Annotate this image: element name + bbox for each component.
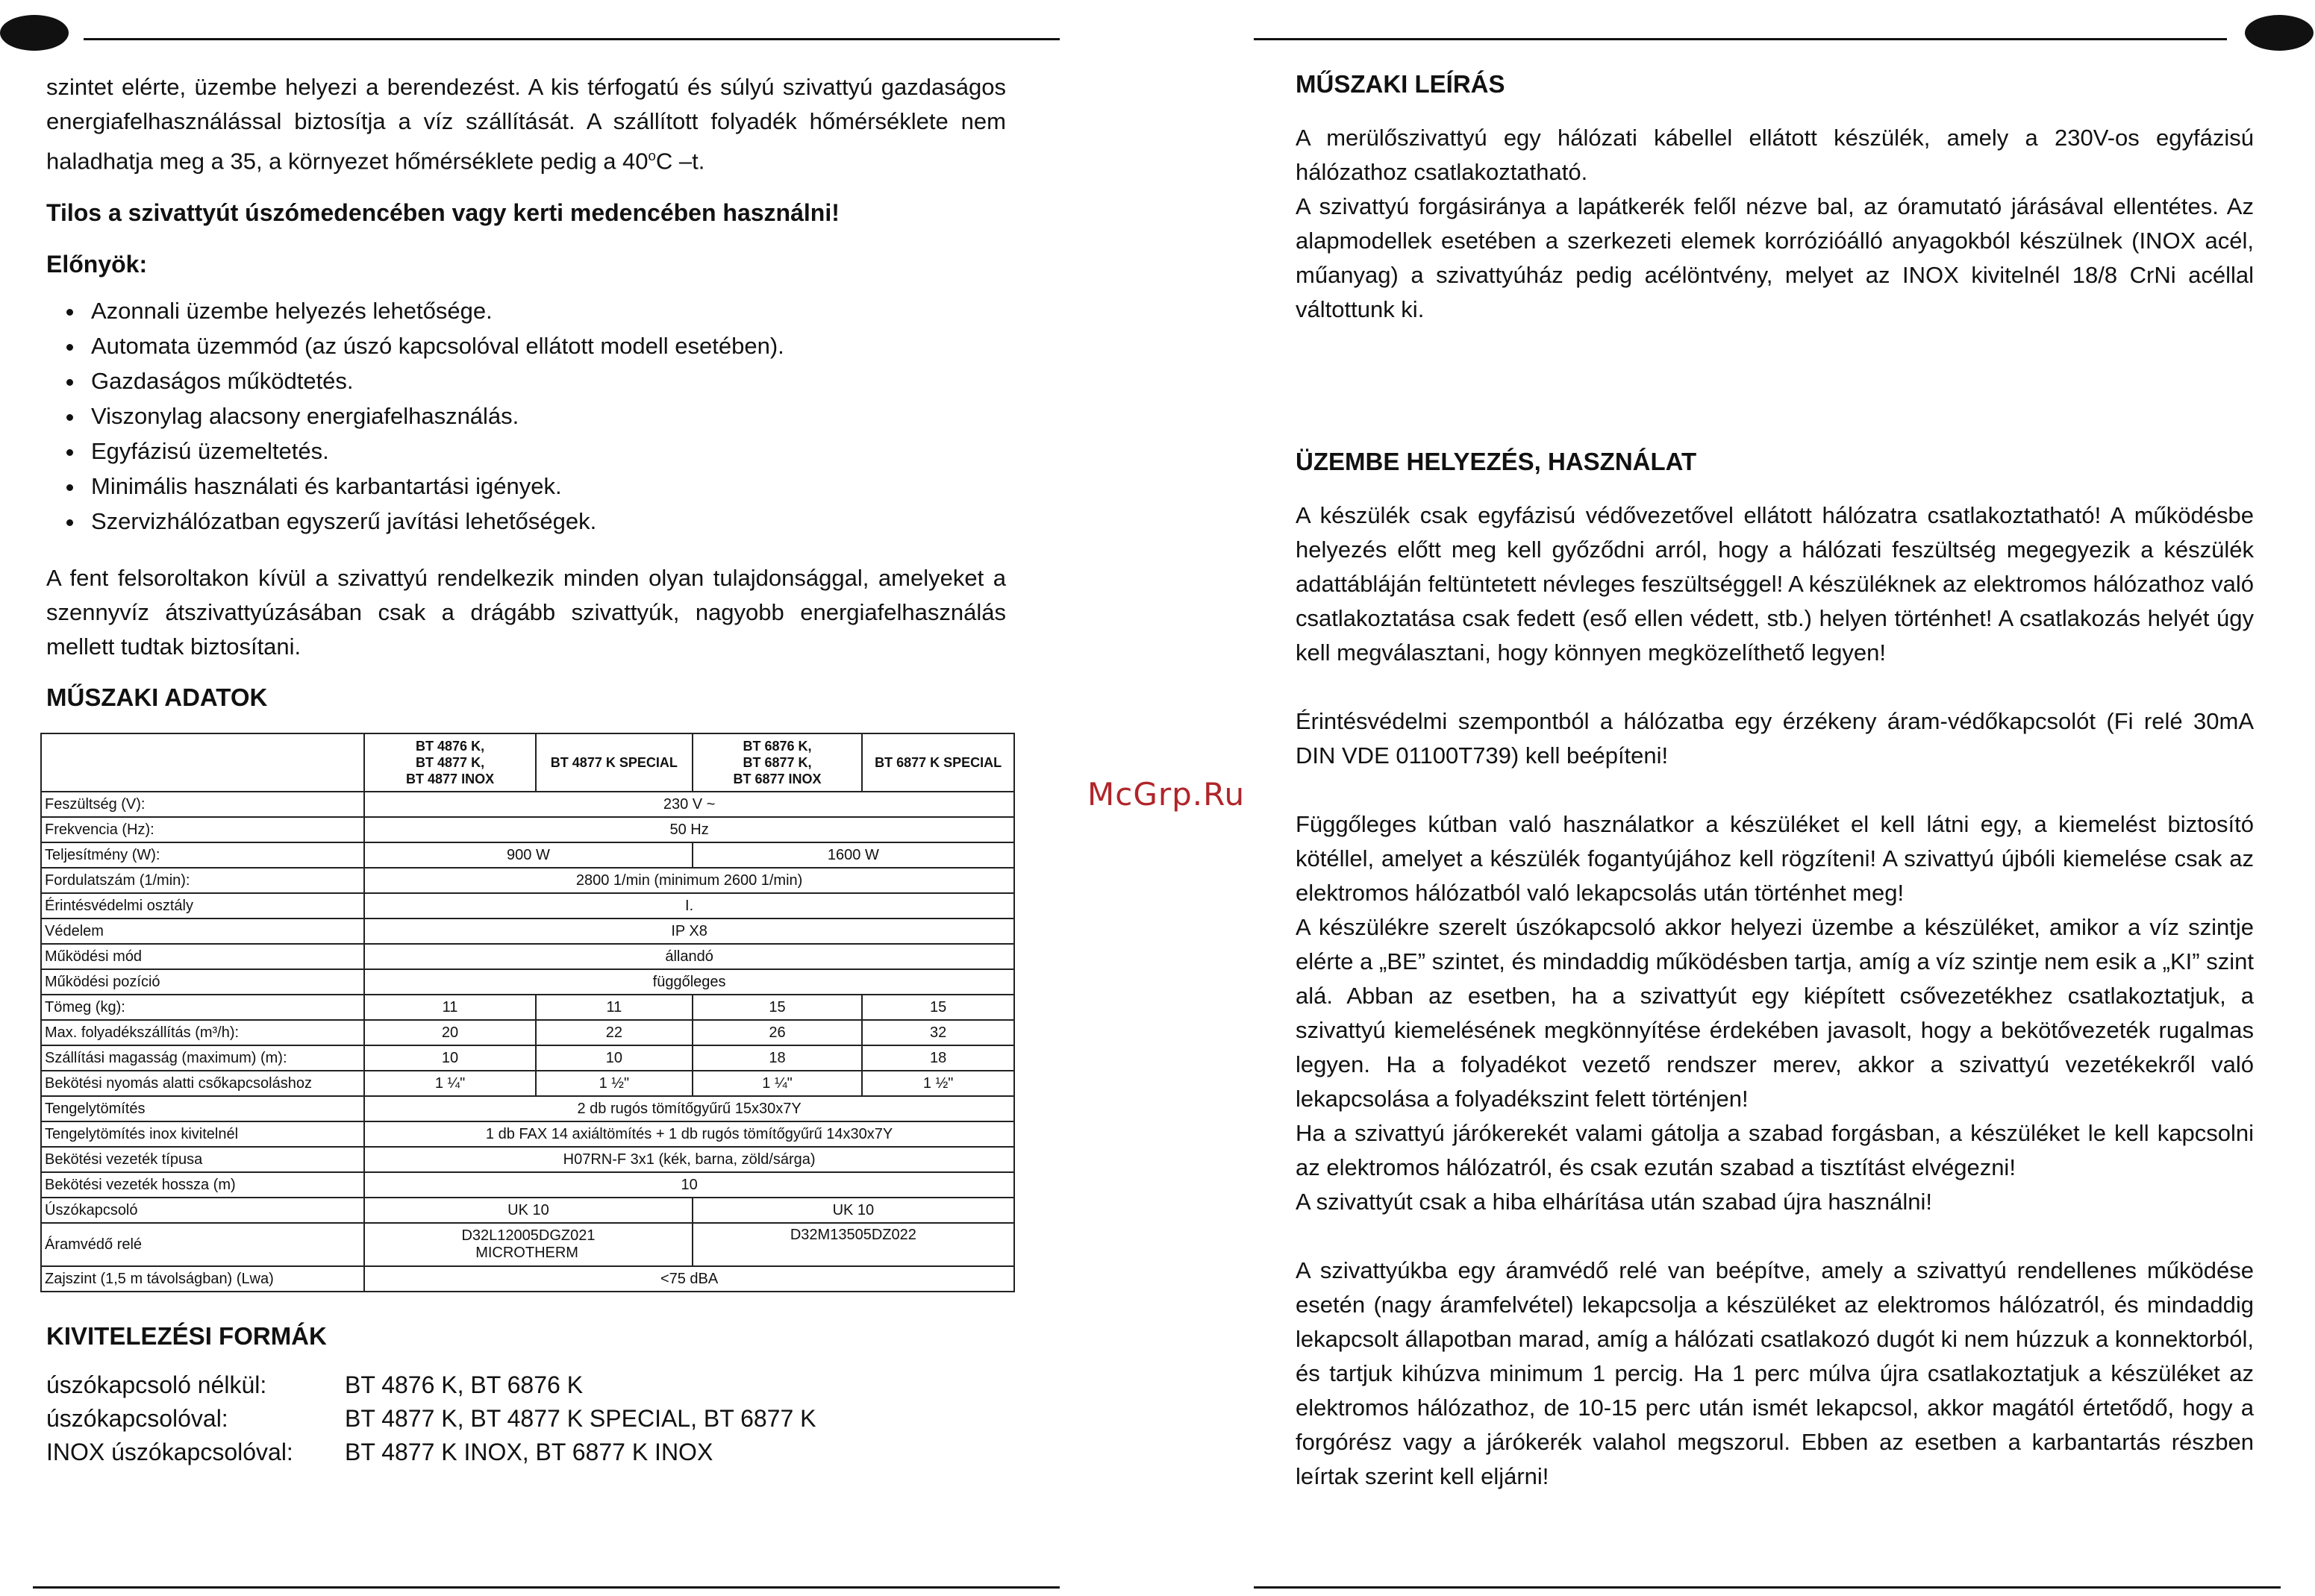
list-item [46,1368,1006,1402]
table-cell: 230 V ~ [364,792,1014,817]
table-row [41,1147,1014,1172]
list-item: • Gazdaságos működtetés. [85,363,1006,398]
table-cell: 10 [536,1045,693,1071]
form-value: BT 4877 K INOX, BT 6877 K INOX [345,1439,713,1466]
advantages-title: Előnyök: [46,251,148,278]
table-cell: 1 ¼" [364,1071,536,1096]
table-cell: UK 10 [364,1198,693,1223]
row-label: Úszókapcsoló [41,1198,364,1223]
desc-paragraph-1: A merülőszivattyú egy hálózati kábellel ellátott készülék, amely a 230V-os egyfázisú hálózathoz csatlakoztatható. [1296,125,2254,185]
row-label: Érintésvédelmi osztály [41,893,364,919]
table-cell: 10 [364,1172,1014,1198]
left-page-tab [0,15,69,51]
right-bottom-rule [1254,1586,2281,1589]
use-paragraph-5: Ha a szivattyú járókerekét valami gátolja a szabad forgásban, a készüléket le kell kapcsolni az elektromos hálózatról, és csak ezután szabad a tisztítást elvégezni! [1296,1120,2254,1180]
table-cell: 15 [862,995,1014,1020]
form-value: BT 4876 K, BT 6876 K [345,1371,584,1399]
left-bottom-rule [33,1586,1060,1589]
form-key: úszókapcsoló nélkül: [46,1371,267,1399]
table-cell: 11 [364,995,536,1020]
use-paragraph-1: A készülék csak egyfázisú védővezetővel ellátott hálózatra csatlakoztatható! A működésbe helyezés előtt meg kell győződni arról, hogy a hálózati feszültség megegyezik a készülék adattábláján feltüntetett névleges feszültséggel! A készüléknek az elektromos hálózathoz való csatlakoztatása csak fedett (eső ellen védett, stb.) helyen történhet! A csatlakozás helyét úgy kell megválasztani, hogy könnyen megközelíthető legyen! [1296,502,2254,666]
summary-paragraph: A fent felsoroltakon kívül a szivattyú rendelkezik minden olyan tulajdonsággal, amelyeket a szennyvíz átszivattyúzásában csak a drágább szivattyúk, nagyobb energiafelhasználás mellett tudtak biztosítani. [46,565,1006,660]
row-label: Teljesítmény (W): [41,842,364,868]
list-item: • Szervizhálózatban egyszerű javítási lehetőségek. [85,504,1006,539]
table-row [41,893,1014,919]
table-cell: 1 ¼" [693,1071,863,1096]
row-label: Működési mód [41,944,364,969]
table-header-cell: BT 4876 K, BT 4877 K, BT 4877 INOX [364,733,536,792]
table-cell: állandó [364,944,1014,969]
table-row [41,868,1014,893]
intro-paragraph: szintet elérte, üzembe helyezi a berendezést. A kis térfogatú és súlyú szivattyú gazdaságos energiafelhasználással biztosítja a víz szállítását. A szállított folyadék hőmérséklete nem haladhatja meg a 35, a környezet hőmérséklete pedig a 40$^o$C –t. [46,74,1006,175]
table-cell: 20 [364,1020,536,1045]
table-cell: 1600 W [693,842,1014,868]
list-item: • Azonnali üzembe helyezés lehetősége. [85,293,1006,328]
table-row [41,944,1014,969]
table-row [41,1172,1014,1198]
table-cell: 1 ½" [862,1071,1014,1096]
table-cell: 18 [862,1045,1014,1071]
row-label: Feszültség (V): [41,792,364,817]
warning-text: Tilos a szivattyút úszómedencében vagy kerti medencében használni! [46,199,840,227]
forms-title: KIVITELEZÉSI FORMÁK [46,1322,327,1351]
table-cell: D32M13505DZ022 [693,1223,1014,1266]
row-label: Fordulatszám (1/min): [41,868,364,893]
row-label: Zajszint (1,5 m távolságban) (Lwa) [41,1266,364,1292]
relay-brand: MICROTHERM [475,1245,578,1262]
table-row [41,1223,1014,1266]
list-item: • Minimális használati és karbantartási igények. [85,469,1006,504]
table-row [41,1020,1014,1045]
row-label: Működési pozíció [41,969,364,995]
table-cell: <75 dBA [364,1266,1014,1292]
list-item: • Automata üzemmód (az úszó kapcsolóval ellátott modell esetében). [85,328,1006,363]
table-row [41,1121,1014,1147]
table-row [41,1198,1014,1223]
table-cell: 50 Hz [364,817,1014,842]
table-cell: H07RN-F 3x1 (kék, barna, zöld/sárga) [364,1147,1014,1172]
table-row [41,792,1014,817]
row-label: Bekötési nyomás alatti csőkapcsoláshoz [41,1071,364,1096]
row-label: Frekvencia (Hz): [41,817,364,842]
table-cell: IP X8 [364,919,1014,944]
use-title: ÜZEMBE HELYEZÉS, HASZNÁLAT [1296,448,1697,475]
table-header-row [41,733,1014,792]
row-label: Áramvédő relé [41,1223,364,1266]
table-row [41,817,1014,842]
table-cell: 11 [536,995,693,1020]
row-label: Szállítási magasság (maximum) (m): [41,1045,364,1071]
row-label: Bekötési vezeték hossza (m) [41,1172,364,1198]
row-label: Tengelytömítés [41,1096,364,1121]
table-row [41,919,1014,944]
table-cell: 18 [693,1045,863,1071]
table-cell: függőleges [364,969,1014,995]
right-page-tab [2245,15,2314,51]
use-paragraph-6: A szivattyút csak a hiba elhárítása után szabad újra használni! [1296,1189,1932,1215]
list-item [46,1436,1006,1469]
table-cell: 15 [693,995,863,1020]
table-cell: 900 W [364,842,693,868]
table-cell: 10 [364,1045,536,1071]
row-label: Védelem [41,919,364,944]
row-label: Tömeg (kg): [41,995,364,1020]
desc-title: MŰSZAKI LEÍRÁS [1296,70,1505,98]
advantages-list [46,293,1006,539]
forms-list [46,1368,1006,1469]
table-cell: 32 [862,1020,1014,1045]
list-item: • Viszonylag alacsony energiafelhasználás. [85,398,1006,434]
table-cell: 22 [536,1020,693,1045]
form-value: BT 4877 K, BT 4877 K SPECIAL, BT 6877 K [345,1405,816,1433]
use-paragraph-3: Függőleges kútban való használatkor a készüléket el kell látni egy, a kiemelést biztosító kötéllel, amelyet a készülék fogantyújához kell rögzíteni! A szivattyú újbóli kiemelése csak az elektromos hálózatból való lekapcsolás után történhet meg! [1296,811,2254,906]
table-cell: UK 10 [693,1198,1014,1223]
spec-title: MŰSZAKI ADATOK [46,683,268,712]
right-page [1296,70,2254,1494]
table-cell: 1 ½" [536,1071,693,1096]
table-cell: 26 [693,1020,863,1045]
relay-code: D32L12005DGZ021 [461,1227,596,1245]
use-paragraph-2: Érintésvédelmi szempontból a hálózatba egy érzékeny áram-védőkapcsolót (Fi relé 30mA DIN VDE 01100T739) kell beépíteni! [1296,708,2254,769]
table-header-cell: BT 6877 K SPECIAL [862,733,1014,792]
table-cell: I. [364,893,1014,919]
table-row [41,1096,1014,1121]
table-row [41,1071,1014,1096]
form-key: úszókapcsolóval: [46,1405,228,1433]
row-label: Bekötési vezeték típusa [41,1147,364,1172]
left-top-rule [84,38,1060,40]
form-key: INOX úszókapcsolóval: [46,1439,293,1466]
desc-paragraph-2: A szivattyú forgásiránya a lapátkerék felől nézve bal, az óramutató járásával ellentétes. Az alapmodellek esetében a szerkezeti elemek korrózióálló anyagokból készülnek (INOX acél, műanyag) a szivattyúház pedig acélöntvény, melyet az INOX kivitelnél 18/8 CrNi acéllal váltottunk ki. [1296,193,2254,322]
use-paragraph-4: A készülékre szerelt úszókapcsoló akkor helyezi üzembe a készüléket, amikor a víz szintje elérte a „BE” szintet, és mindaddig működésben tartja, amíg a víz szintje nem esik a „KI” szint alá. Abban az esetben, ha a szivattyút egy kiépített csővezetékhez csatlakoztatjuk, a szivattyú kiemelésének megkönnyítése érdekében javasolt, hogy a bekötővezeték rugalmas legyen. Ha a folyadékot vezető rendszer merev, akkor a szivattyú vezetékekről való lekapcsolása a folyadékszint felett történjen! [1296,914,2254,1112]
table-row [41,995,1014,1020]
row-label: Max. folyadékszállítás (m³/h): [41,1020,364,1045]
right-top-rule [1254,38,2227,40]
left-page [46,70,1006,1469]
list-item [46,1402,1006,1436]
table-row [41,842,1014,868]
table-cell: 2 db rugós tömítőgyűrű 15x30x7Y [364,1096,1014,1121]
table-cell: 1 db FAX 14 axiáltömítés + 1 db rugós tömítőgyűrű 14x30x7Y [364,1121,1014,1147]
table-row [41,1266,1014,1292]
table-header-cell: BT 4877 K SPECIAL [536,733,693,792]
table-cell [364,1223,693,1266]
row-label: Tengelytömítés inox kivitelnél [41,1121,364,1147]
table-header-cell: BT 6876 K, BT 6877 K, BT 6877 INOX [693,733,863,792]
list-item: • Egyfázisú üzemeltetés. [85,434,1006,469]
use-paragraph-7: A szivattyúkba egy áramvédő relé van beépítve, amely a szivattyú rendellenes működése esetén (nagy áramfelvétel) lekapcsolja a készüléket az elektromos hálózatról, és mindaddig lekapcsolt állapotban marad, amíg a hálózati csatlakozó dugót ki nem húzzuk a konnektorból, és tartjuk kihúzva minimum 1 percig. Ha 1 perc múlva újra csatlakoztatjuk a készüléket az elektromos hálózathoz, de 10-15 perc után ismét lekapcsol, akkor magától értetődő, hogy a forgórész vagy a járókerék valahol megszorul. Ebben az esetben a karbantartás részben leírtak szerint kell eljárni! [1296,1257,2254,1489]
table-cell: 2800 1/min (minimum 2600 1/min) [364,868,1014,893]
table-header-blank [41,733,364,792]
table-row [41,1045,1014,1071]
table-row [41,969,1014,995]
spec-table [40,733,1015,1292]
watermark: McGrp.Ru [1087,776,1246,813]
